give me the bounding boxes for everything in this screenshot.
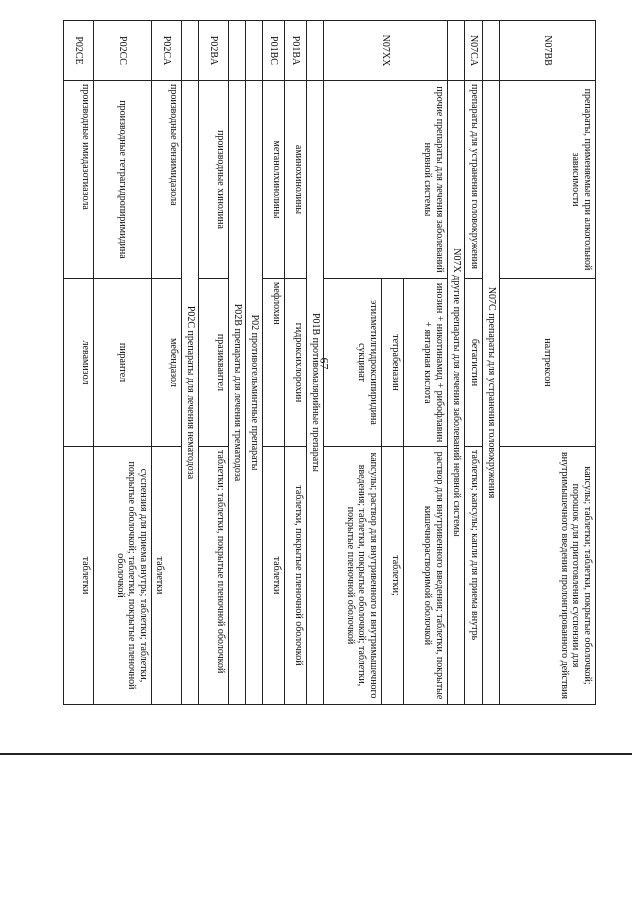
atc-code: P02CE — [64, 21, 94, 81]
group-name: производные имидазотиазола — [64, 81, 94, 279]
drug-name: празиквантел — [199, 279, 229, 447]
drug-name: мефлохин — [263, 279, 285, 447]
drug-table — [63, 20, 596, 705]
dosage-form: суспензия для приема внутрь; таблетки; таблетки, покрытые оболочкой; таблетки, покрытые пленочной оболочкой — [94, 447, 152, 705]
drug-name: пирантел — [94, 279, 152, 447]
drug-name: этилметилгидроксипиридина сукцинат — [324, 279, 382, 447]
section-row — [448, 21, 465, 705]
table-row — [285, 21, 307, 705]
group-name: препараты, применяемые при алкогольной зависимости — [500, 81, 596, 279]
page-number: 67 — [317, 357, 332, 370]
table-row — [465, 21, 483, 705]
dosage-form: капсулы; таблетки; таблетки, покрытые оболочкой; порошок для приготовления суспензии для внутримышечного введения пролонгированного действия — [500, 447, 596, 705]
section-title: P01B противомалярийные препараты — [307, 81, 324, 705]
dosage-form: таблетки — [152, 447, 182, 705]
dosage-form: таблетки, покрытые пленочной оболочкой — [285, 447, 307, 705]
atc-code: P02BA — [199, 21, 229, 81]
section-row — [246, 21, 263, 705]
section-row — [483, 21, 500, 705]
table-row — [500, 21, 596, 705]
drug-table-frame — [73, 20, 596, 704]
section-row — [182, 21, 199, 705]
section-title: P02B препараты для лечения трематодоза — [229, 81, 246, 705]
dosage-form: таблетки; таблетки, покрытые пленочной оболочкой — [199, 447, 229, 705]
section-title: N07X другие препараты для лечения заболеваний нервной системы — [448, 81, 465, 705]
group-name: производные тетрагидропиримидина — [94, 81, 152, 279]
atc-code: P01BC — [263, 21, 285, 81]
section-title: N07C препараты для устранения головокружения — [483, 81, 500, 705]
horizontal-divider — [0, 753, 632, 755]
group-name: препараты для устранения головокружения — [465, 81, 483, 279]
atc-code: N07CA — [465, 21, 483, 81]
dosage-form: таблетки; капсулы; капли для приема внутрь — [465, 447, 483, 705]
group-name: производные бензимидазола — [152, 81, 182, 279]
table-row — [152, 21, 182, 705]
drug-name: бетагистин — [465, 279, 483, 447]
group-name: прочие препараты для лечения заболеваний нервной системы — [324, 81, 448, 279]
drug-name: мебендазол — [152, 279, 182, 447]
group-name: метанолхинолины — [263, 81, 285, 279]
section-title: P02C препараты для лечения нематодоза — [182, 81, 199, 705]
dosage-form: таблетки; — [382, 447, 404, 705]
drug-name: инозин + никотинамид + рибофлавин + янтарная кислота — [404, 279, 448, 447]
table-row — [94, 21, 152, 705]
atc-code: N07BB — [500, 21, 596, 81]
table-row — [404, 21, 448, 705]
section-row — [307, 21, 324, 705]
atc-code: P01BA — [285, 21, 307, 81]
table-row — [64, 21, 94, 705]
dosage-form: таблетки — [64, 447, 94, 705]
drug-name: левамизол — [64, 279, 94, 447]
group-name: производные хинолина — [199, 81, 229, 279]
atc-code: N07XX — [324, 21, 448, 81]
table-row — [199, 21, 229, 705]
atc-code: P02CA — [152, 21, 182, 81]
dosage-form: раствор для внутривенного введения; таблетки, покрытые кишечнорастворимой оболочкой — [404, 447, 448, 705]
atc-code: P02CC — [94, 21, 152, 81]
section-title: P02 противогельминтные препараты — [246, 81, 263, 705]
drug-name: гидроксихлорохин — [285, 279, 307, 447]
table-row — [263, 21, 285, 705]
dosage-form: таблетки — [263, 447, 285, 705]
dosage-form: капсулы; раствор для внутривенного и внутримышечного введения; таблетки, покрытые оболочкой; таблетки, покрытые пленочной оболочкой — [324, 447, 382, 705]
drug-name: тетрабеназин — [382, 279, 404, 447]
group-name: аминохинолины — [285, 81, 307, 279]
drug-name: налтрексон — [500, 279, 596, 447]
section-row — [229, 21, 246, 705]
